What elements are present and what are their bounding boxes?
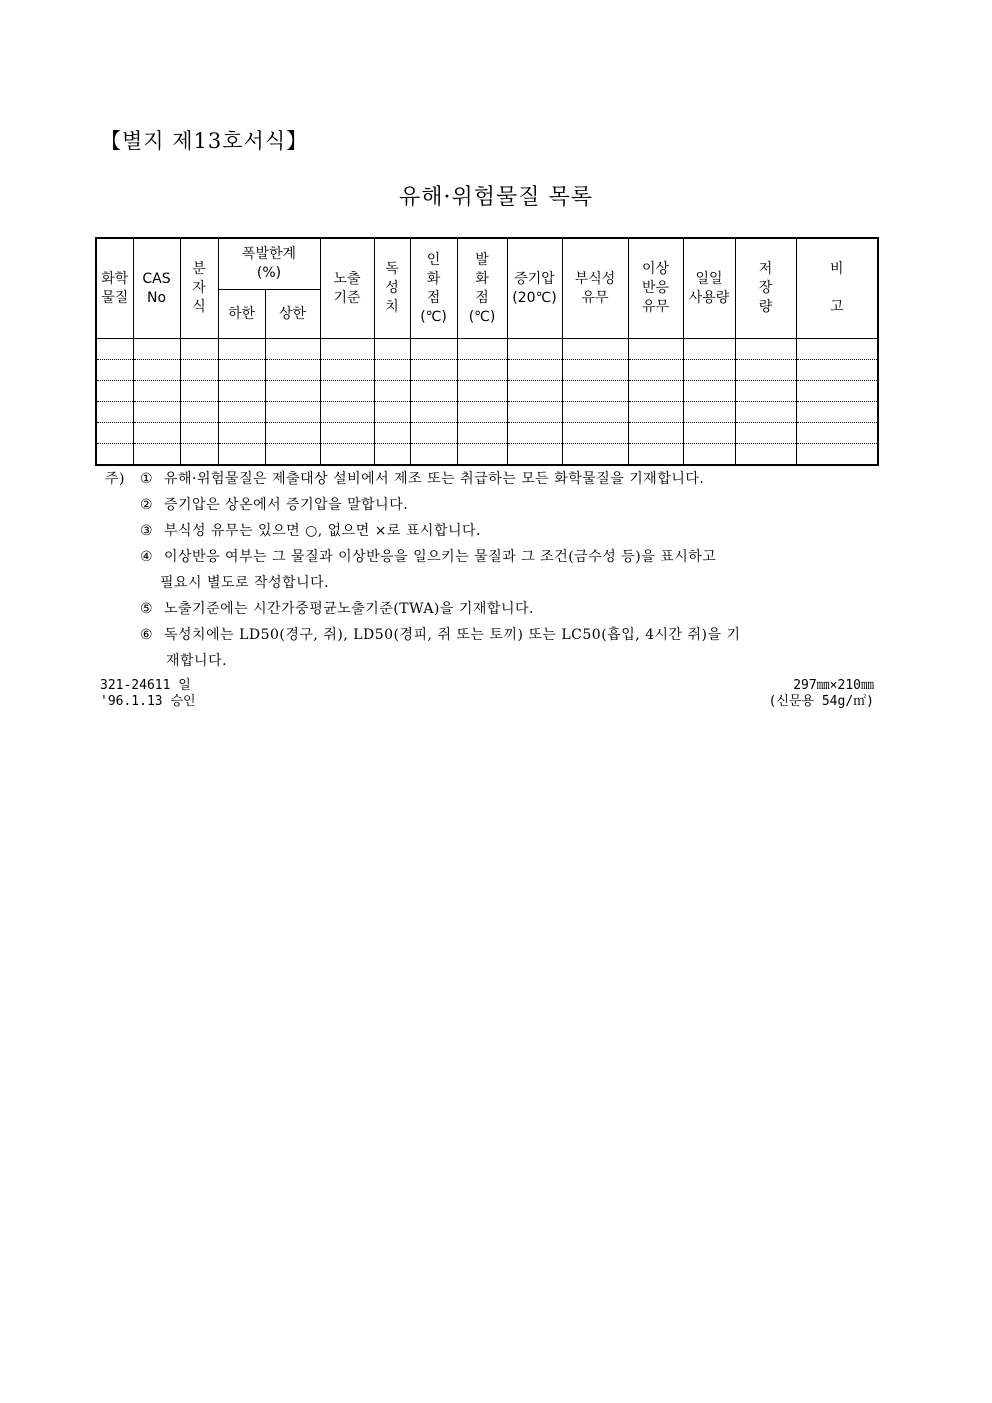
table-cell[interactable] xyxy=(562,402,628,423)
note-text-continued: 필요시 별도로 작성합니다. xyxy=(160,575,330,591)
table-cell[interactable] xyxy=(218,381,265,402)
header-vapor-pressure: 증기압 (20℃) xyxy=(507,238,562,339)
table-row xyxy=(96,339,878,360)
table-cell[interactable] xyxy=(796,402,878,423)
table-cell[interactable] xyxy=(735,381,796,402)
table-cell[interactable] xyxy=(628,402,683,423)
table-cell[interactable] xyxy=(735,444,796,466)
footer-form-code: 321-24611 일 xyxy=(100,678,191,693)
table-cell[interactable] xyxy=(507,360,562,381)
note-text: 증기압은 상온에서 증기압을 말합니다. xyxy=(164,497,409,513)
table-cell[interactable] xyxy=(96,360,133,381)
note-number: ⑤ xyxy=(140,601,154,617)
table-cell[interactable] xyxy=(735,402,796,423)
table-cell[interactable] xyxy=(133,402,180,423)
table-cell[interactable] xyxy=(133,339,180,360)
footer-approval xyxy=(100,678,196,710)
table-cell[interactable] xyxy=(628,339,683,360)
footer-approval-date: '96.1.13 승인 xyxy=(100,694,196,709)
table-row xyxy=(96,444,878,466)
table-cell[interactable] xyxy=(133,381,180,402)
table-cell[interactable] xyxy=(180,381,218,402)
table-row xyxy=(96,381,878,402)
table-cell[interactable] xyxy=(180,444,218,466)
footer-paper-type: (신문용 54g/㎡) xyxy=(768,694,874,709)
table-cell[interactable] xyxy=(796,381,878,402)
table-cell[interactable] xyxy=(218,444,265,466)
note-number: ② xyxy=(140,497,154,513)
hazardous-substance-table xyxy=(95,237,879,466)
table-cell[interactable] xyxy=(96,444,133,466)
form-number: 【별지 제13호서식】 xyxy=(100,129,309,153)
header-explosion-limit: 폭발한계 (%) xyxy=(218,238,320,290)
table-cell[interactable] xyxy=(96,339,133,360)
table-cell[interactable] xyxy=(683,339,735,360)
note-text: 부식성 유무는 있으면 ○, 없으면 ×로 표시합니다. xyxy=(164,523,481,539)
table-cell[interactable] xyxy=(683,402,735,423)
table-cell[interactable] xyxy=(457,423,507,444)
table-cell[interactable] xyxy=(374,360,410,381)
table-cell[interactable] xyxy=(410,444,457,466)
footer-paper-spec xyxy=(769,678,874,710)
table-cell[interactable] xyxy=(796,423,878,444)
notes-prefix: 주) xyxy=(105,471,125,487)
table-cell[interactable] xyxy=(683,423,735,444)
document-title: 유해·위험물질 목록 xyxy=(398,185,593,210)
table-cell[interactable] xyxy=(374,339,410,360)
table-cell[interactable] xyxy=(735,360,796,381)
table-cell[interactable] xyxy=(735,423,796,444)
table-cell[interactable] xyxy=(374,381,410,402)
header-toxicity: 독 성 치 xyxy=(374,238,410,339)
note-item xyxy=(100,544,870,596)
table-row xyxy=(96,402,878,423)
table-cell[interactable] xyxy=(374,402,410,423)
header-remarks: 비 고 xyxy=(796,238,878,339)
table-cell[interactable] xyxy=(562,444,628,466)
table-cell[interactable] xyxy=(410,339,457,360)
table-cell[interactable] xyxy=(457,339,507,360)
table-cell[interactable] xyxy=(628,444,683,466)
table-cell[interactable] xyxy=(683,381,735,402)
table-cell[interactable] xyxy=(180,360,218,381)
header-chemical: 화학 물질 xyxy=(96,238,133,339)
table-cell[interactable] xyxy=(410,360,457,381)
note-item xyxy=(100,466,870,492)
note-number: ⑥ xyxy=(140,627,154,643)
notes-section xyxy=(100,466,870,674)
table-cell[interactable] xyxy=(374,444,410,466)
table-cell[interactable] xyxy=(457,360,507,381)
table-cell[interactable] xyxy=(265,444,320,466)
note-text: 독성치에는 LD50(경구, 쥐), LD50(경피, 쥐 또는 토끼) 또는 LC50(흡입, 4시간 쥐)을 기 xyxy=(164,627,741,643)
header-flash-point: 인 화 점 (℃) xyxy=(410,238,457,339)
table-cell[interactable] xyxy=(133,444,180,466)
table-cell[interactable] xyxy=(180,402,218,423)
table-cell[interactable] xyxy=(96,402,133,423)
table-cell[interactable] xyxy=(410,402,457,423)
table-cell[interactable] xyxy=(562,381,628,402)
table-cell[interactable] xyxy=(265,381,320,402)
header-formula: 분 자 식 xyxy=(180,238,218,339)
note-item xyxy=(100,518,870,544)
note-text: 이상반응 여부는 그 물질과 이상반응을 일으키는 물질과 그 조건(금수성 등)을 표시하고 xyxy=(164,549,717,565)
table-cell[interactable] xyxy=(457,381,507,402)
table-cell[interactable] xyxy=(683,444,735,466)
note-text: 노출기준에는 시간가중평균노출기준(TWA)을 기재합니다. xyxy=(164,601,534,617)
header-lower-limit: 하한 xyxy=(218,290,265,339)
table-cell[interactable] xyxy=(562,360,628,381)
footer-paper-size: 297㎜×210㎜ xyxy=(793,678,874,693)
table-cell[interactable] xyxy=(628,360,683,381)
table-row xyxy=(96,423,878,444)
table-cell[interactable] xyxy=(320,339,374,360)
table-cell[interactable] xyxy=(133,360,180,381)
table-cell[interactable] xyxy=(265,360,320,381)
table-cell[interactable] xyxy=(320,444,374,466)
table-cell[interactable] xyxy=(628,381,683,402)
table-cell[interactable] xyxy=(507,444,562,466)
table-cell[interactable] xyxy=(410,381,457,402)
table-row xyxy=(96,360,878,381)
header-cas-no: CAS No xyxy=(133,238,180,339)
table-cell[interactable] xyxy=(218,402,265,423)
note-item xyxy=(100,492,870,518)
table-cell[interactable] xyxy=(374,423,410,444)
table-cell[interactable] xyxy=(320,423,374,444)
table-cell[interactable] xyxy=(320,381,374,402)
table-cell[interactable] xyxy=(507,402,562,423)
table-cell[interactable] xyxy=(628,423,683,444)
table-cell[interactable] xyxy=(507,339,562,360)
table-cell[interactable] xyxy=(796,444,878,466)
note-item xyxy=(100,622,870,674)
header-ignition-point: 발 화 점 (℃) xyxy=(457,238,507,339)
table-cell[interactable] xyxy=(562,423,628,444)
table-cell[interactable] xyxy=(410,423,457,444)
header-corrosive: 부식성 유무 xyxy=(562,238,628,339)
table-cell[interactable] xyxy=(457,444,507,466)
table-cell[interactable] xyxy=(133,423,180,444)
note-text-continued: 재합니다. xyxy=(166,653,228,669)
table-cell[interactable] xyxy=(180,423,218,444)
header-upper-limit: 상한 xyxy=(265,290,320,339)
table-cell[interactable] xyxy=(180,339,218,360)
header-abnormal-reaction: 이상 반응 유무 xyxy=(628,238,683,339)
table-cell[interactable] xyxy=(562,339,628,360)
table-cell[interactable] xyxy=(265,423,320,444)
table-cell[interactable] xyxy=(218,360,265,381)
table-cell[interactable] xyxy=(96,423,133,444)
table-cell[interactable] xyxy=(507,423,562,444)
table-cell[interactable] xyxy=(320,360,374,381)
table-cell[interactable] xyxy=(735,339,796,360)
table-cell[interactable] xyxy=(265,402,320,423)
note-number: ① xyxy=(140,471,154,487)
table-cell[interactable] xyxy=(218,423,265,444)
table-cell[interactable] xyxy=(796,339,878,360)
table-cell[interactable] xyxy=(96,381,133,402)
table-cell[interactable] xyxy=(457,402,507,423)
table-cell[interactable] xyxy=(320,402,374,423)
note-number: ④ xyxy=(140,549,154,565)
header-daily-use: 일일 사용량 xyxy=(683,238,735,339)
header-storage: 저 장 량 xyxy=(735,238,796,339)
table-cell[interactable] xyxy=(683,360,735,381)
note-item xyxy=(100,596,870,622)
table-cell[interactable] xyxy=(796,360,878,381)
note-text: 유해·위험물질은 제출대상 설비에서 제조 또는 취급하는 모든 화학물질을 기재합니다. xyxy=(164,471,705,487)
header-exposure-standard: 노출 기준 xyxy=(320,238,374,339)
table-cell[interactable] xyxy=(507,381,562,402)
note-number: ③ xyxy=(140,523,154,539)
table-cell[interactable] xyxy=(218,339,265,360)
table-cell[interactable] xyxy=(265,339,320,360)
